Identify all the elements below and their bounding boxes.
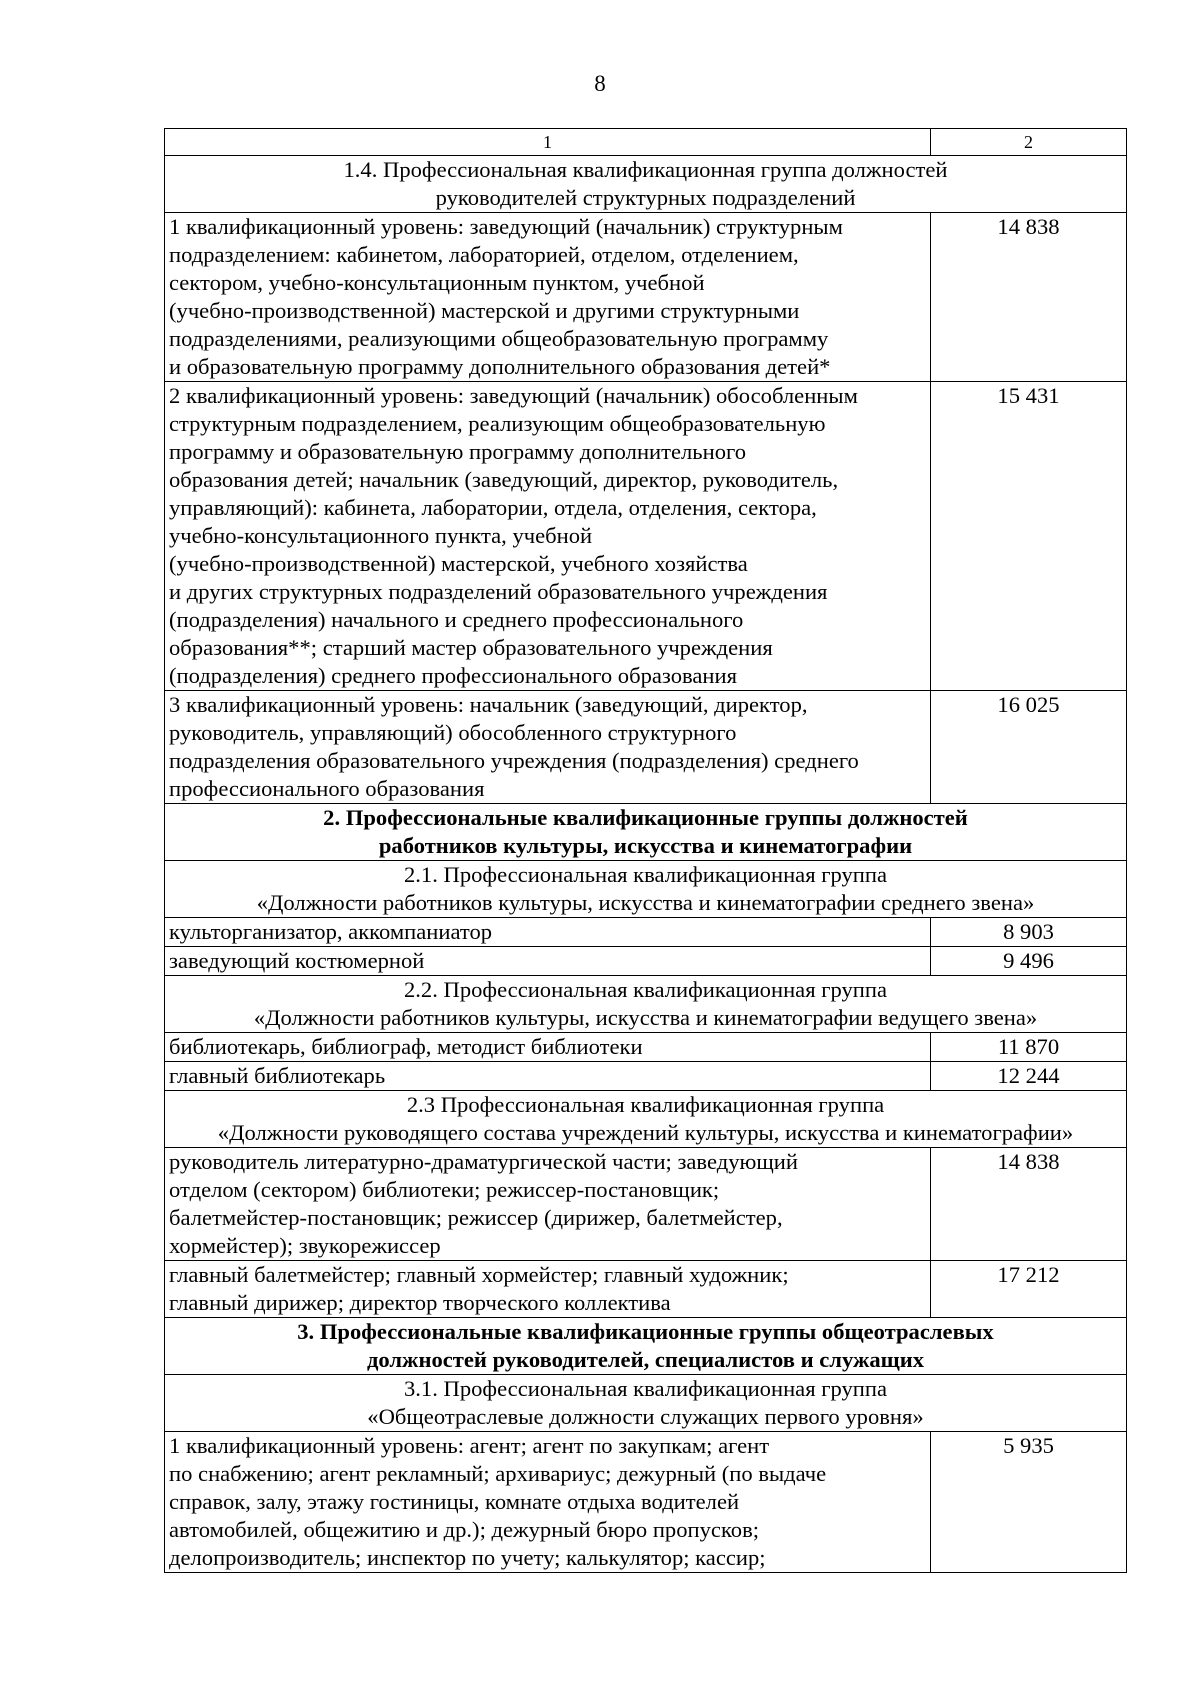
row-text-line: программу и образовательную программу дополнительного [169,439,747,464]
group-title-line: «Должности работников культуры, искусства и кинематографии ведущего звена» [253,1005,1038,1030]
table-row [165,213,1127,382]
row-text-line: управляющий): кабинета, лаборатории, отдела, отделения, сектора, [169,495,817,520]
group-header-row [165,1091,1127,1148]
group-header-row [165,1375,1127,1432]
group-title-line: «Должности руководящего состава учреждений культуры, искусства и кинематографии» [217,1120,1074,1145]
salary-value-cell: 17 212 [931,1261,1127,1318]
table-row [165,691,1127,804]
row-text-line: образования детей; начальник (заведующий, директор, руководитель, [169,467,839,492]
row-text-line: автомобилей, общежитию и др.); дежурный бюро пропусков; [169,1517,760,1542]
row-text-line: (учебно-производственной) мастерской, учебного хозяйства [169,551,748,576]
group-header-cell [165,156,1127,213]
position-description-cell [165,918,931,947]
row-text-line: главный библиотекарь [169,1063,386,1088]
row-text-line: главный дирижер; директор творческого коллектива [169,1290,671,1315]
group-header-cell [165,1375,1127,1432]
position-description-cell [165,213,931,382]
section-title-line: 2. Профессиональные квалификационные группы должностей [323,805,968,830]
salary-value-cell: 5 935 [931,1432,1127,1573]
group-title-line: 2.3 Профессиональная квалификационная группа [406,1092,885,1117]
row-text-line: структурным подразделением, реализующим общеобразовательную [169,411,826,436]
group-header-cell [165,861,1127,918]
row-text-line: балетмейстер-постановщик; режиссер (дирижер, балетмейстер, [169,1205,783,1230]
position-description-cell [165,1148,931,1261]
table-row [165,1062,1127,1091]
row-text-line: руководитель, управляющий) обособленного структурного [169,720,737,745]
group-title-line: руководителей структурных подразделений [435,185,856,210]
group-header-cell [165,1091,1127,1148]
row-text-line: и других структурных подразделений образовательного учреждения [169,579,828,604]
position-description-cell [165,1062,931,1091]
row-text-line: библиотекарь, библиограф, методист библиотеки [169,1034,643,1059]
table-row [165,1033,1127,1062]
salary-table-body [165,129,1127,1573]
row-text-line: (подразделения) среднего профессионального образования [169,663,737,688]
row-text-line: 3 квалификационный уровень: начальник (заведующий, директор, [169,692,808,717]
group-title-line: 2.2. Профессиональная квалификационная группа [403,977,888,1002]
section-title-line: 3. Профессиональные квалификационные группы общеотраслевых [297,1319,994,1344]
group-title-line: «Общеотраслевые должности служащих первого уровня» [367,1404,924,1429]
row-text-line: руководитель литературно-драматургической части; заведующий [169,1149,798,1174]
row-text-line: учебно-консультационного пункта, учебной [169,523,593,548]
table-row [165,1432,1127,1573]
position-description-cell [165,691,931,804]
salary-value-cell: 8 903 [931,918,1127,947]
group-header-cell [165,976,1127,1033]
group-title-line: 3.1. Профессиональная квалификационная группа [403,1376,888,1401]
salary-table [164,128,1127,1573]
row-text-line: главный балетмейстер; главный хормейстер; главный художник; [169,1262,789,1287]
salary-value-cell: 15 431 [931,382,1127,691]
group-header-row [165,861,1127,918]
row-text-line: 1 квалификационный уровень: заведующий (начальник) структурным [169,214,843,239]
group-header-row [165,156,1127,213]
salary-value-cell: 16 025 [931,691,1127,804]
row-text-line: (учебно-производственной) мастерской и другими структурными [169,298,800,323]
group-header-row [165,976,1127,1033]
section-header-cell [165,804,1127,861]
position-description-cell [165,382,931,691]
position-description-cell [165,947,931,976]
section-header-cell [165,1318,1127,1375]
salary-value-cell: 11 870 [931,1033,1127,1062]
row-text-line: справок, залу, этажу гостиницы, комнате отдыха водителей [169,1489,740,1514]
salary-value-cell: 14 838 [931,213,1127,382]
position-description-cell [165,1033,931,1062]
row-text-line: делопроизводитель; инспектор по учету; калькулятор; кассир; [169,1545,766,1570]
row-text-line: (подразделения) начального и среднего профессионального [169,607,744,632]
section-header-row [165,1318,1127,1375]
salary-value-cell: 9 496 [931,947,1127,976]
table-row [165,1148,1127,1261]
page-number: 8 [594,71,606,96]
row-text-line: хормейстер); звукорежиссер [169,1233,441,1258]
group-title-line: 2.1. Профессиональная квалификационная группа [403,862,888,887]
salary-value-cell: 14 838 [931,1148,1127,1261]
row-text-line: подразделения образовательного учреждения (подразделения) среднего [169,748,859,773]
salary-value-cell: 12 244 [931,1062,1127,1091]
column-header-2: 2 [931,129,1127,156]
column-header-1: 1 [165,129,931,156]
table-row [165,918,1127,947]
table-row [165,1261,1127,1318]
row-text-line: отделом (сектором) библиотеки; режиссер-постановщик; [169,1177,720,1202]
group-title-line: «Должности работников культуры, искусства и кинематографии среднего звена» [256,890,1035,915]
section-title-line: должностей руководителей, специалистов и служащих [366,1347,925,1372]
section-title-line: работников культуры, искусства и кинематографии [378,833,913,858]
group-title-line: 1.4. Профессиональная квалификационная группа должностей [343,157,948,182]
row-text-line: 2 квалификационный уровень: заведующий (начальник) обособленным [169,383,858,408]
table-row [165,382,1127,691]
row-text-line: и образовательную программу дополнительного образования детей* [169,354,831,379]
row-text-line: профессионального образования [169,776,485,801]
table-row [165,947,1127,976]
row-text-line: 1 квалификационный уровень: агент; агент по закупкам; агент [169,1433,770,1458]
row-text-line: подразделением: кабинетом, лабораторией, отделом, отделением, [169,242,799,267]
row-text-line: заведующий костюмерной [169,948,425,973]
section-header-row [165,804,1127,861]
row-text-line: по снабжению; агент рекламный; архивариус; дежурный (по выдаче [169,1461,827,1486]
row-text-line: образования**; старший мастер образовательного учреждения [169,635,773,660]
position-description-cell [165,1261,931,1318]
column-header-row [165,129,1127,156]
position-description-cell [165,1432,931,1573]
row-text-line: сектором, учебно-консультационным пунктом, учебной [169,270,705,295]
row-text-line: подразделениями, реализующими общеобразовательную программу [169,326,829,351]
row-text-line: культорганизатор, аккомпаниатор [169,919,493,944]
